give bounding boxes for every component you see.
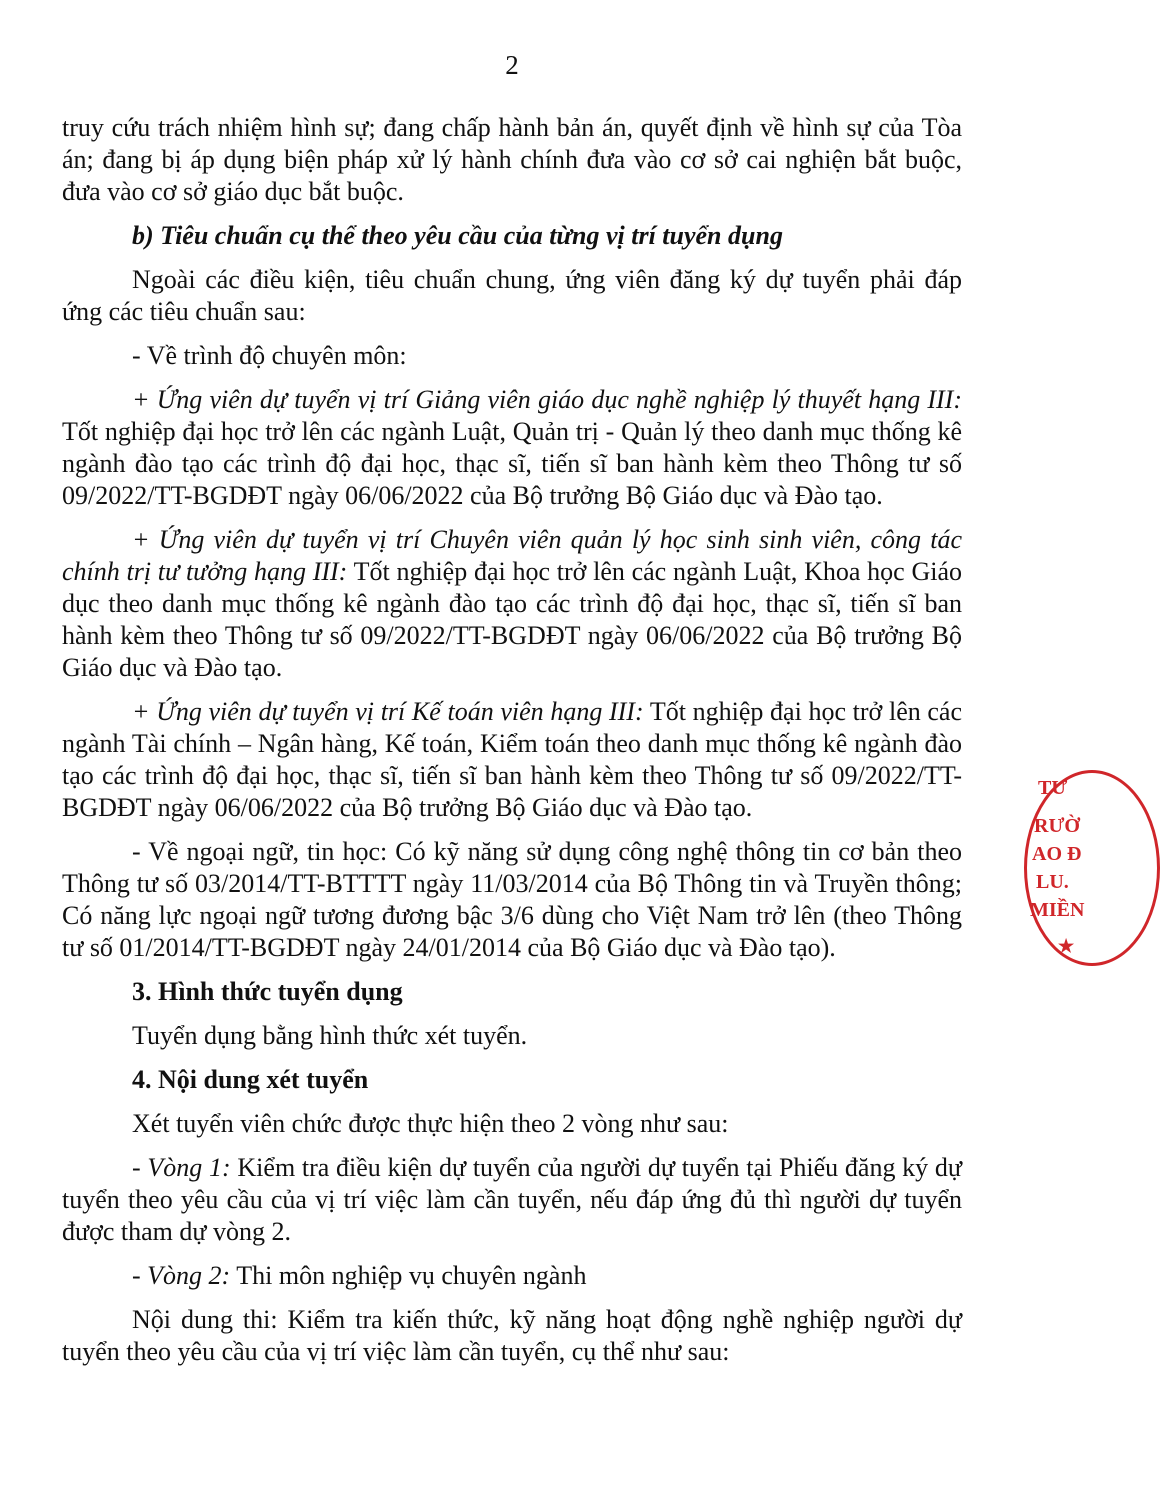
stamp-text-line: AO Đ xyxy=(1032,843,1082,865)
paragraph-requirements-intro: Ngoài các điều kiện, tiêu chuẩn chung, ứng viên đăng ký dự tuyển phải đáp ứng các tiêu chuẩn sau: xyxy=(62,265,962,326)
paragraph-rounds-intro: Xét tuyển viên chức được thực hiện theo 2 vòng như sau: xyxy=(132,1109,729,1138)
stamp-text-line: MIỀN xyxy=(1030,899,1085,921)
item-student-affairs xyxy=(62,524,962,684)
item-prefix: + xyxy=(132,525,159,554)
stamp-text-line: TƯ xyxy=(1038,777,1068,799)
paragraph-exam-content: Nội dung thi: Kiểm tra kiến thức, kỹ năng hoạt động nghề nghiệp người dự tuyển theo yêu cầu của vị trí việc làm cần tuyển, cụ thể như sau: xyxy=(62,1305,962,1366)
document-body xyxy=(62,112,962,1380)
item-prefix: + xyxy=(132,697,157,726)
paragraph-continued: truy cứu trách nhiệm hình sự; đang chấp hành bản án, quyết định về hình sự của Tòa án; đang bị áp dụng biện pháp xử lý hành chính đưa vào cơ sở cai nghiện bắt buộc, đưa vào cơ sở giáo dục bắt buộc. xyxy=(62,113,962,206)
round-label: Vòng 2: xyxy=(147,1261,231,1290)
item-text: Tốt nghiệp đại học trở lên các ngành Tài chính – Ngân hàng, Kế toán, Kiểm toán theo danh mục thống kê ngành đào tạo các trình độ đại học, thạc sĩ, tiến sĩ ban hành kèm theo Thông tư số 09/2022/TT-BGDĐT ngày 06/06/2022 của Bộ trưởng Bộ Giáo dục và Đào tạo. xyxy=(62,697,963,822)
round-prefix: - xyxy=(132,1261,148,1290)
page-number: 2 xyxy=(505,50,519,80)
item-label: Ứng viên dự tuyển vị trí Giảng viên giáo dục nghề nghiệp lý thuyết hạng III: xyxy=(156,385,963,414)
item-lecturer xyxy=(62,384,962,512)
round-text: Kiểm tra điều kiện dự tuyển của người dự tuyển tại Phiếu đăng ký dự tuyển theo yêu cầu của vị trí việc làm cần tuyển, nếu đáp ứng đủ thì người dự tuyển được tham dự vòng 2. xyxy=(62,1153,962,1246)
round-prefix: - xyxy=(132,1153,148,1182)
item-text: Tốt nghiệp đại học trở lên các ngành Luật, Khoa học Giáo dục theo danh mục thống kê ngành đào tạo các trình độ đại học, thạc sĩ, tiến sĩ ban hành kèm theo Thông tư số 09/2022/TT-BGDĐT ngày 06/06/2022 của Bộ trưởng Bộ Giáo dục và Đào tạo. xyxy=(62,557,962,682)
stamp-ring xyxy=(1024,770,1160,966)
stamp-text-line: LU. xyxy=(1036,871,1069,893)
red-seal-stamp xyxy=(1024,760,1085,970)
item-text: Tốt nghiệp đại học trở lên các ngành Luật, Quản trị - Quản lý theo danh mục thống kê ngành đào tạo các trình độ đại học, thạc sĩ, tiến sĩ ban hành kèm theo Thông tư số 09/2022/TT-BGDĐT ngày 06/06/2022 của Bộ trưởng Bộ Giáo dục và Đào tạo. xyxy=(62,417,962,510)
paragraph-recruitment-form: Tuyển dụng bằng hình thức xét tuyển. xyxy=(132,1021,528,1050)
item-prefix: + xyxy=(132,385,157,414)
heading-recruitment-content: 4. Nội dung xét tuyển xyxy=(132,1065,369,1094)
heading-specific-criteria: b) Tiêu chuẩn cụ thể theo yêu cầu của từng vị trí tuyển dụng xyxy=(132,221,783,250)
item-label: Ứng viên dự tuyển vị trí Kế toán viên hạng III: xyxy=(156,697,644,726)
paragraph-professional-level: - Về trình độ chuyên môn: xyxy=(132,341,407,370)
paragraph-language-it: - Về ngoại ngữ, tin học: Có kỹ năng sử dụng công nghệ thông tin cơ bản theo Thông tư số 03/2014/TT-BTTTT ngày 11/03/2014 của Bộ Thông tin và Truyền thông; Có năng lực ngoại ngữ tương đương bậc 3/6 dùng cho Việt Nam trở lên (theo Thông tư số 01/2014/TT-BGDĐT ngày 24/01/2014 của Bộ Giáo dục và Đào tạo). xyxy=(62,837,962,962)
round-label: Vòng 1: xyxy=(147,1153,231,1182)
round-text: Thi môn nghiệp vụ chuyên ngành xyxy=(230,1261,587,1290)
round-1 xyxy=(62,1152,962,1248)
heading-recruitment-form: 3. Hình thức tuyển dụng xyxy=(132,977,403,1006)
stamp-text-line: RƯỜ xyxy=(1034,815,1080,837)
item-accountant xyxy=(62,696,962,824)
stamp-star-icon: ★ xyxy=(1058,936,1075,956)
round-2 xyxy=(62,1260,962,1292)
item-label: Ứng viên dự tuyển vị trí Chuyên viên quản lý học sinh sinh viên, công tác chính trị tư tưởng hạng III: xyxy=(62,525,962,586)
